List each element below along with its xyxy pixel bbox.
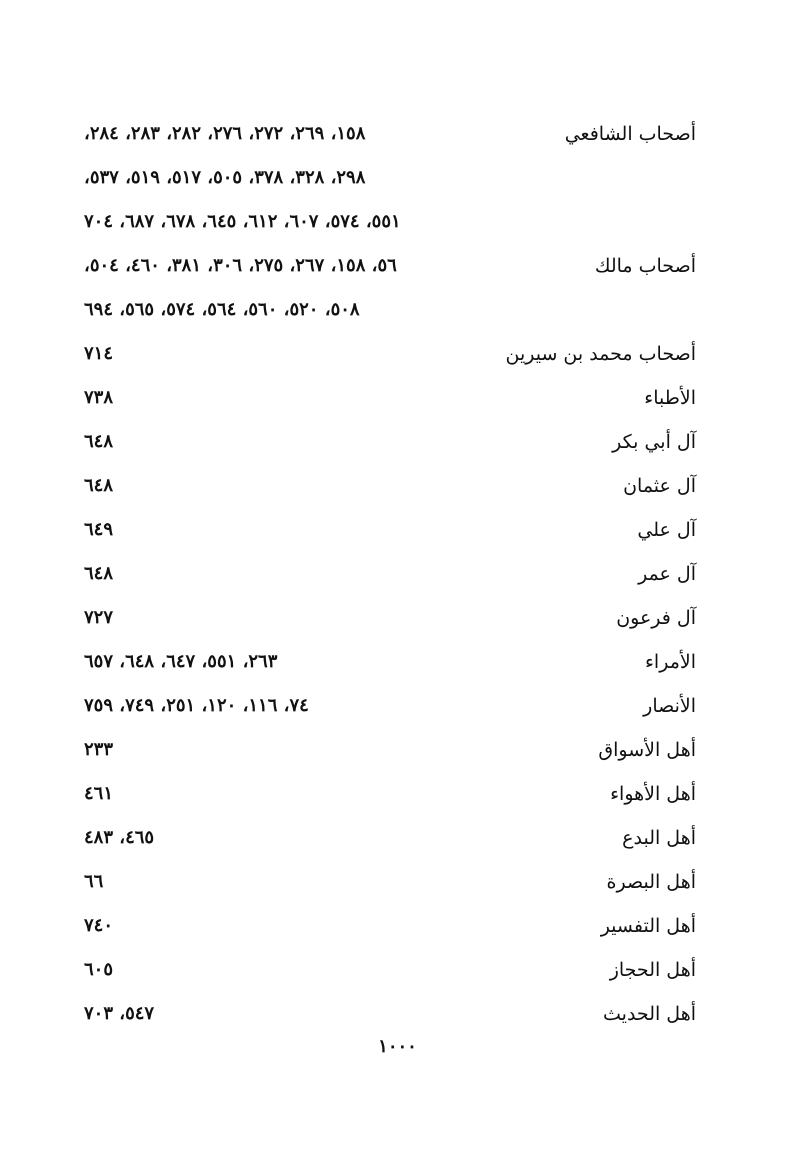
page-refs-line: ٢٩٨، ٣٢٨، ٣٧٨، ٥٠٥، ٥١٧، ٥١٩، ٥٣٧، [84, 167, 366, 188]
index-entry [84, 552, 696, 596]
page-refs-line: ٤٦٥، ٤٨٣ [84, 827, 155, 848]
index-term: آل فرعون [616, 607, 696, 629]
index-term: أهل البصرة [606, 871, 696, 893]
index-entry [84, 772, 696, 816]
index-page-refs [84, 860, 488, 904]
page-refs-line: ١٥٨، ٢٦٩، ٢٧٢، ٢٧٦، ٢٨٢، ٢٨٣، ٢٨٤، [84, 123, 366, 144]
index-term: أهل الأهواء [610, 783, 696, 805]
index-term: آل علي [637, 519, 696, 541]
page-refs-line: ٢٦٣، ٥٥١، ٦٤٧، ٦٤٨، ٦٥٧ [84, 651, 278, 672]
index-page-refs [84, 816, 488, 860]
index-term: أهل الحديث [603, 1003, 696, 1025]
index-page-refs [84, 992, 488, 1036]
index-term: الأطباء [644, 387, 696, 409]
index-entry [84, 860, 696, 904]
page-refs-line: ٦٤٩ [84, 519, 114, 540]
page-refs-line: ٧٢٧ [84, 607, 114, 628]
index-page-refs [84, 332, 488, 376]
page-refs-line: ٦٠٥ [84, 959, 114, 980]
index-page-refs [84, 904, 488, 948]
index-page-refs [84, 244, 488, 332]
index-page-refs [84, 596, 488, 640]
index-entry [84, 904, 696, 948]
page-refs-line: ٦٤٨ [84, 475, 114, 496]
page-refs-line: ٦٦ [84, 871, 104, 892]
index-term: أصحاب الشافعي [564, 123, 696, 145]
index-entry [84, 332, 696, 376]
index-term: الأنصار [643, 695, 696, 717]
index-term: آل عمر [638, 563, 696, 585]
index-term: آل أبي بكر [612, 431, 696, 453]
page-number: ١٠٠٠ [378, 1036, 417, 1057]
index-page-refs [84, 552, 488, 596]
index-term: الأمراء [645, 651, 696, 673]
page-refs-line: ٥٤٧، ٧٠٣ [84, 1003, 155, 1024]
index-page-refs [84, 640, 488, 684]
index-entry [84, 684, 696, 728]
page-refs-line: ٧٣٨ [84, 387, 114, 408]
index-entry [84, 948, 696, 992]
index-term: أصحاب مالك [594, 255, 696, 277]
page-refs-line: ٧٤، ١١٦، ١٢٠، ٢٥١، ٧٤٩، ٧٥٩ [84, 695, 309, 716]
index-page-refs [84, 112, 488, 244]
index-page-refs [84, 420, 488, 464]
index-entry [84, 244, 696, 332]
page-refs-line: ٤٦١ [84, 783, 114, 804]
page-refs-line: ٧٤٠ [84, 915, 114, 936]
index-entry [84, 376, 696, 420]
index-list [84, 112, 696, 1036]
index-entry [84, 596, 696, 640]
index-entry [84, 112, 696, 244]
page-refs-line: ٥٠٨، ٥٢٠، ٥٦٠، ٥٦٤، ٥٧٤، ٥٦٥، ٦٩٤ [84, 299, 360, 320]
index-entry [84, 816, 696, 860]
index-entry [84, 464, 696, 508]
index-page-refs [84, 376, 488, 420]
index-term: أهل الحجاز [609, 959, 696, 981]
index-entry [84, 992, 696, 1036]
index-page-refs [84, 772, 488, 816]
index-page-refs [84, 948, 488, 992]
page-refs-line: ٧١٤ [84, 343, 114, 364]
index-term: أصحاب محمد بن سيرين [505, 343, 696, 365]
page-refs-line: ٥٦، ١٥٨، ٢٦٧، ٢٧٥، ٣٠٦، ٣٨١، ٤٦٠، ٥٠٤، [84, 255, 397, 276]
index-entry [84, 640, 696, 684]
page-refs-line: ٦٤٨ [84, 431, 114, 452]
index-page-refs [84, 684, 488, 728]
index-entry [84, 728, 696, 772]
index-page-refs [84, 508, 488, 552]
index-page-refs [84, 728, 488, 772]
page-refs-line: ٢٣٣ [84, 739, 114, 760]
page-refs-line: ٥٥١، ٥٧٤، ٦٠٧، ٦١٢، ٦٤٥، ٦٧٨، ٦٨٧، ٧٠٤ [84, 211, 401, 232]
index-entry [84, 508, 696, 552]
index-page-refs [84, 464, 488, 508]
index-term: أهل الأسواق [598, 739, 696, 761]
index-term: أهل التفسير [600, 915, 696, 937]
page-refs-line: ٦٤٨ [84, 563, 114, 584]
index-entry [84, 420, 696, 464]
index-term: أهل البدع [622, 827, 696, 849]
index-term: آل عثمان [623, 475, 696, 497]
